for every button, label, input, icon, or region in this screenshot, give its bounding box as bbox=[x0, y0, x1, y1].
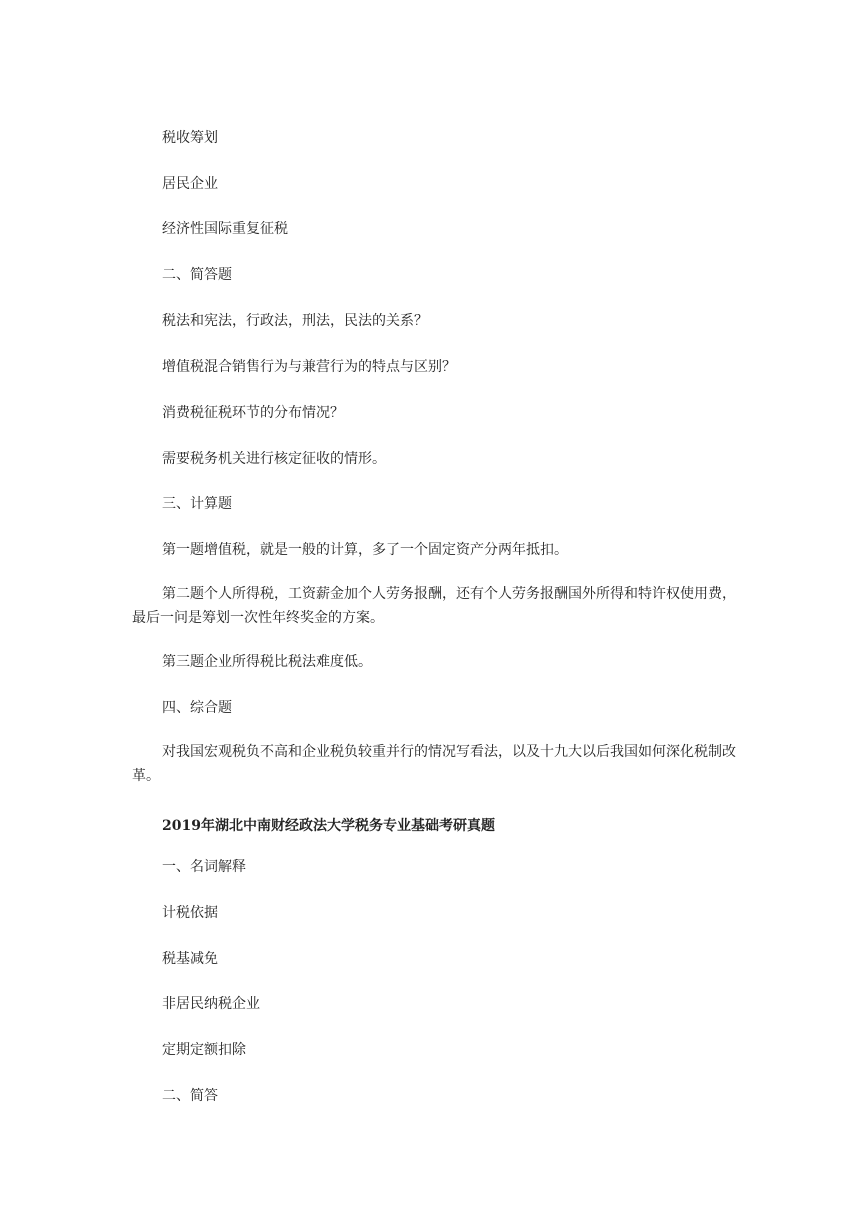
term-tax-base-reduction: 税基减免 bbox=[162, 951, 218, 967]
question-assessed-collection: 需要税务机关进行核定征收的情形。 bbox=[162, 451, 386, 467]
section-heading-calculation: 三、计算题 bbox=[162, 496, 232, 512]
term-resident-enterprise: 居民企业 bbox=[162, 176, 218, 192]
term-nonresident-enterprise: 非居民纳税企业 bbox=[162, 996, 260, 1012]
term-economic-double-taxation: 经济性国际重复征税 bbox=[162, 221, 288, 237]
question-tax-law-relations: 税法和宪法，行政法，刑法，民法的关系？ bbox=[162, 313, 428, 329]
term-fixed-deduction: 定期定额扣除 bbox=[162, 1042, 246, 1058]
calc-question-1: 第一题增值税，就是一般的计算，多了一个固定资产分两年抵扣。 bbox=[162, 542, 568, 558]
exam-title-2019: 2019年湖北中南财经政法大学税务专业基础考研真题 bbox=[162, 818, 495, 834]
section-heading-comprehensive: 四、综合题 bbox=[162, 700, 232, 716]
comprehensive-question: 对我国宏观税负不高和企业税负较重并行的情况写看法，以及十九大以后我国如何深化税制改革。 bbox=[132, 744, 736, 784]
calc-question-2: 第二题个人所得税，工资薪金加个人劳务报酬，还有个人劳务报酬国外所得和特许权使用费，最后一问是筹划一次性年终奖金的方案。 bbox=[132, 586, 736, 626]
question-consumption-tax: 消费税征税环节的分布情况？ bbox=[162, 405, 344, 421]
question-vat-mixed-sales: 增值税混合销售行为与兼营行为的特点与区别？ bbox=[162, 359, 456, 375]
term-tax-basis: 计税依据 bbox=[162, 905, 218, 921]
term-tax-planning: 税收筹划 bbox=[162, 130, 218, 146]
calc-question-3: 第三题企业所得税比税法难度低。 bbox=[162, 654, 372, 670]
section-heading-short-answer: 二、简答题 bbox=[162, 267, 232, 283]
section-heading-terms: 一、名词解释 bbox=[162, 859, 246, 875]
section-heading-short-answer-2: 二、简答 bbox=[162, 1088, 218, 1104]
